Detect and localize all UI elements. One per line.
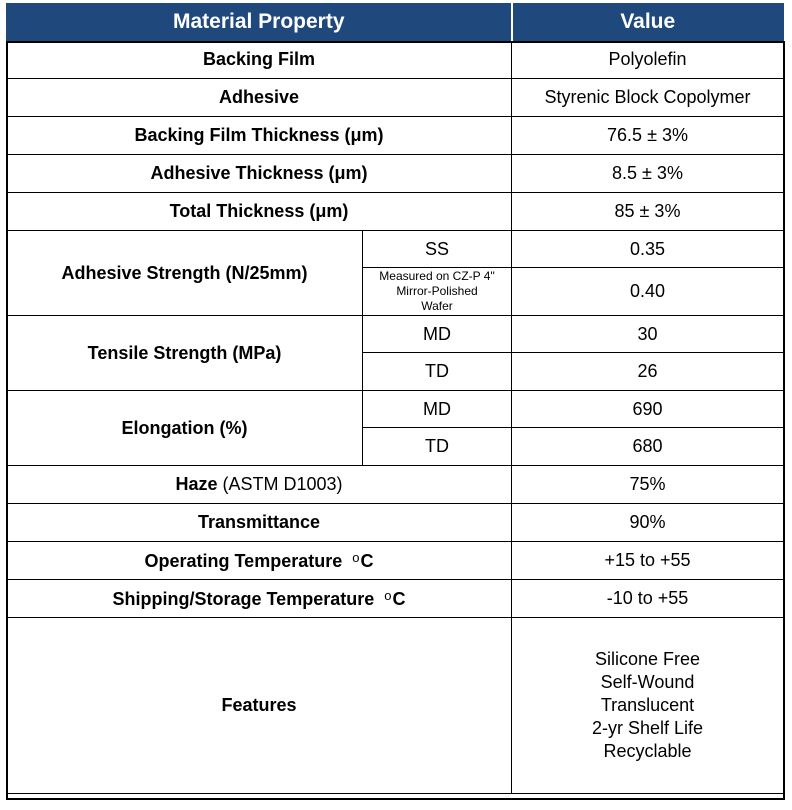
adhesive-thickness-label: Adhesive Thickness (μm) xyxy=(7,155,512,193)
table-row xyxy=(7,117,784,155)
backing-thickness-value: 76.5 ± 3% xyxy=(512,117,784,155)
feature-item: Translucent xyxy=(600,695,695,715)
header-material-property: Material Property xyxy=(7,4,512,41)
shipping-temp-unit: C xyxy=(392,588,406,609)
haze-value: 75% xyxy=(512,466,784,504)
table-row xyxy=(7,542,784,580)
wafer-line-2: Mirror-Polished xyxy=(396,284,478,298)
header-value: Value xyxy=(512,4,784,41)
features-value xyxy=(512,618,784,794)
operating-temp-value: +15 to +55 xyxy=(512,542,784,580)
operating-temp-unit: C xyxy=(360,550,374,571)
transmittance-value: 90% xyxy=(512,504,784,542)
table-row xyxy=(7,231,784,268)
material-property-table xyxy=(6,3,784,794)
total-thickness-label: Total Thickness (μm) xyxy=(7,193,512,231)
transmittance-label: Transmittance xyxy=(7,504,512,542)
features-label: Features xyxy=(7,618,512,794)
elongation-td-value: 680 xyxy=(512,428,784,466)
feature-item: 2-yr Shelf Life xyxy=(591,718,704,738)
table-row xyxy=(7,41,784,79)
table-row xyxy=(7,391,784,428)
table-row xyxy=(7,504,784,542)
backing-film-label: Backing Film xyxy=(7,41,512,79)
wafer-line-1: Measured on CZ-P 4" xyxy=(379,269,495,283)
haze-note: (ASTM D1003) xyxy=(222,474,343,494)
adhesive-strength-label: Adhesive Strength (N/25mm) xyxy=(7,231,363,316)
tensile-td-value: 26 xyxy=(512,353,784,391)
table-row xyxy=(7,79,784,117)
haze-label-cell xyxy=(7,466,512,504)
header-row xyxy=(7,4,784,41)
operating-temp-label: Operating Temperature xyxy=(144,550,343,571)
adhesive-label: Adhesive xyxy=(7,79,512,117)
elongation-label: Elongation (%) xyxy=(7,391,363,466)
elongation-md-label: MD xyxy=(363,391,512,428)
backing-film-value: Polyolefin xyxy=(512,41,784,79)
feature-item: Recyclable xyxy=(603,741,692,761)
operating-temp-label-cell xyxy=(7,542,512,580)
table-row xyxy=(7,580,784,618)
wafer-line-3: Wafer xyxy=(421,299,453,313)
shipping-temp-label: Shipping/Storage Temperature xyxy=(112,588,375,609)
adhesive-value: Styrenic Block Copolymer xyxy=(512,79,784,117)
tensile-md-label: MD xyxy=(363,316,512,353)
operating-temp-degree: o xyxy=(352,549,360,565)
shipping-temp-value: -10 to +55 xyxy=(512,580,784,618)
tensile-td-label: TD xyxy=(363,353,512,391)
haze-label: Haze xyxy=(175,474,218,494)
elongation-md-value: 690 xyxy=(512,391,784,428)
tensile-strength-label: Tensile Strength (MPa) xyxy=(7,316,363,391)
feature-item: Self-Wound xyxy=(600,672,695,692)
table-row xyxy=(7,618,784,794)
backing-thickness-label: Backing Film Thickness (μm) xyxy=(7,117,512,155)
elongation-td-label: TD xyxy=(363,428,512,466)
adhesive-strength-ss-label: SS xyxy=(363,231,512,268)
table-row xyxy=(7,193,784,231)
shipping-temp-label-cell xyxy=(7,580,512,618)
table-row xyxy=(7,155,784,193)
adhesive-strength-wafer-value: 0.40 xyxy=(512,268,784,316)
shipping-temp-degree: o xyxy=(384,587,392,603)
adhesive-thickness-value: 8.5 ± 3% xyxy=(512,155,784,193)
total-thickness-value: 85 ± 3% xyxy=(512,193,784,231)
tensile-md-value: 30 xyxy=(512,316,784,353)
table-row xyxy=(7,466,784,504)
adhesive-strength-wafer-label xyxy=(363,268,512,316)
feature-item: Silicone Free xyxy=(594,649,701,669)
adhesive-strength-ss-value: 0.35 xyxy=(512,231,784,268)
table-row xyxy=(7,316,784,353)
